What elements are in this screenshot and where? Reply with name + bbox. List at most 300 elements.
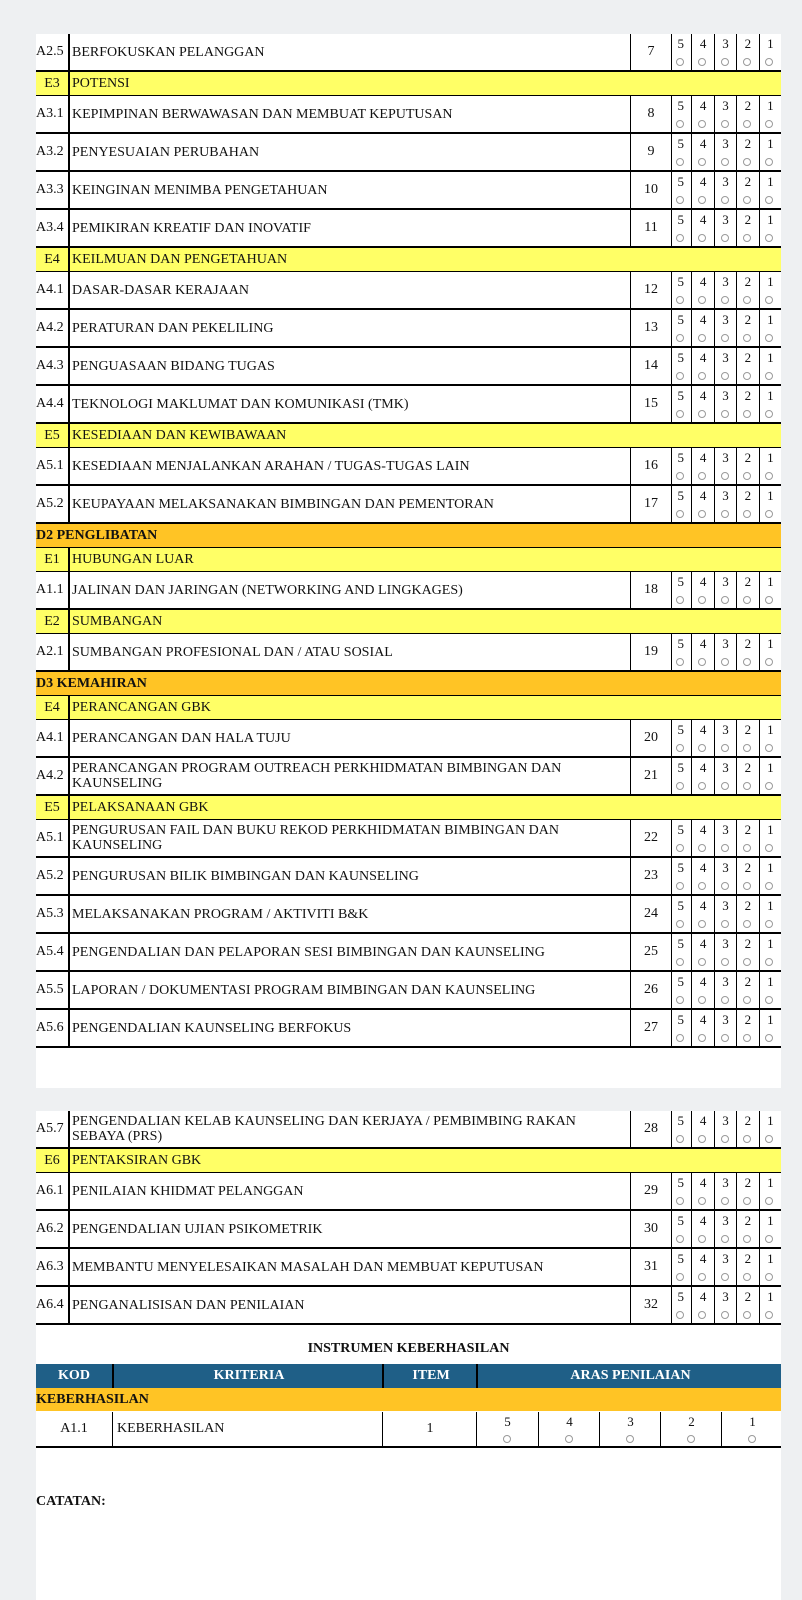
criteria-row [36,272,781,310]
rating-radio[interactable] [721,234,729,242]
rating-option [714,934,736,970]
rating-radio[interactable] [698,372,706,380]
rating-value: 1 [767,760,774,775]
rating-radio[interactable] [743,1311,751,1319]
rating-scale [670,486,781,522]
section-title: PENTAKSIRAN GBK [72,1152,202,1168]
rating-radio[interactable] [765,882,773,890]
rating-radio[interactable] [698,58,706,66]
rating-value: 4 [699,722,707,737]
criteria-label: PERANCANGAN DAN HALA TUJU [72,730,291,746]
rating-radio[interactable] [676,744,684,752]
rating-option [691,210,713,246]
item-number: 22 [630,820,672,856]
criteria-label: PENGENDALIAN KELAB KAUNSELING DAN KERJAYA / PEMBIMBING RAKAN SEBAYA (PRS) [72,1114,576,1144]
criteria-label: PEMIKIRAN KREATIF DAN INOVATIF [72,220,311,236]
rating-option [714,272,736,308]
rating-radio[interactable] [676,234,684,242]
rating-radio[interactable] [721,844,729,852]
rating-scale [670,34,781,70]
rating-radio[interactable] [698,920,706,928]
rating-option [691,386,713,422]
rating-radio[interactable] [698,882,706,890]
rating-radio[interactable] [698,958,706,966]
rating-option [736,934,758,970]
criteria-label: PENGENDALIAN KAUNSELING BERFOKUS [72,1020,352,1036]
rating-value: 3 [722,1251,729,1266]
rating-radio[interactable] [676,844,684,852]
rating-value: 2 [744,1012,752,1027]
criteria-code: A5.1 [36,820,70,856]
rating-radio[interactable] [721,1235,729,1243]
rating-radio[interactable] [765,996,773,1004]
rating-radio[interactable] [698,510,706,518]
rating-radio[interactable] [698,196,706,204]
rating-radio[interactable] [765,1135,773,1143]
rating-value: 1 [767,98,774,113]
rating-radio[interactable] [676,334,684,342]
rating-radio[interactable] [676,510,684,518]
section-code: E5 [36,424,70,447]
rating-radio[interactable] [765,234,773,242]
rating-value: 1 [767,350,774,365]
rating-option [736,34,758,70]
rating-radio[interactable] [765,334,773,342]
item-number: 28 [630,1111,672,1147]
rating-radio[interactable] [721,882,729,890]
rating-radio[interactable] [698,334,706,342]
item-number: 16 [630,448,672,484]
rating-option [736,1111,758,1147]
rating-radio[interactable] [765,1273,773,1281]
criteria-row [36,1010,781,1048]
rating-option [714,858,736,894]
rating-value: 1 [767,388,774,403]
rating-radio[interactable] [676,296,684,304]
rating-radio[interactable] [743,1034,751,1042]
k-rating-option [538,1412,600,1446]
rating-value: 4 [699,1012,707,1027]
rating-value: 2 [744,936,752,951]
criteria-label: KEUPAYAAN MELAKSANAKAN BIMBINGAN DAN PEMENTORAN [72,496,494,512]
rating-radio[interactable] [676,158,684,166]
criteria-code: A1.1 [36,572,70,608]
rating-radio[interactable] [743,996,751,1004]
rating-radio[interactable] [676,58,684,66]
rating-radio[interactable] [698,1135,706,1143]
item-number: 14 [630,348,672,384]
rating-scale [670,1010,781,1046]
rating-option [691,758,713,794]
criteria-code: A5.2 [36,858,70,894]
section-title: SUMBANGAN [72,613,163,629]
rating-option [670,34,691,70]
k-rating-option [477,1412,538,1446]
rating-radio[interactable] [721,958,729,966]
rating-option [759,34,781,70]
item-number: 15 [630,386,672,422]
rating-radio[interactable] [676,1273,684,1281]
section-title: POTENSI [72,75,130,91]
rating-value: 1 [767,136,774,151]
rating-value: 1 [767,274,774,289]
rating-value: 5 [677,98,684,113]
rating-radio[interactable] [765,596,773,604]
rating-radio[interactable] [676,1135,684,1143]
rating-radio[interactable] [698,1197,706,1205]
k-rating-radio[interactable] [565,1435,573,1443]
rating-radio[interactable] [698,234,706,242]
rating-radio[interactable] [698,1273,706,1281]
rating-value: 4 [699,1113,707,1128]
rating-value: 4 [699,1213,707,1228]
rating-radio[interactable] [676,958,684,966]
rating-value: 5 [677,1213,684,1228]
rating-radio[interactable] [721,372,729,380]
rating-scale [670,448,781,484]
rating-radio[interactable] [743,882,751,890]
rating-value: 1 [767,1175,774,1190]
rating-option [759,572,781,608]
rating-radio[interactable] [743,296,751,304]
rating-radio[interactable] [743,334,751,342]
item-number: 23 [630,858,672,894]
rating-value: 1 [767,174,774,189]
section-code: E3 [36,72,70,95]
rating-radio[interactable] [721,196,729,204]
rating-radio[interactable] [676,996,684,1004]
criteria-row [36,858,781,896]
rating-radio[interactable] [721,296,729,304]
rating-radio[interactable] [743,658,751,666]
section-code: E5 [36,796,70,819]
rating-radio[interactable] [765,1197,773,1205]
item-number: 10 [630,172,672,208]
rating-radio[interactable] [721,744,729,752]
rating-radio[interactable] [765,296,773,304]
rating-value: 1 [767,936,774,951]
criteria-row [36,572,781,610]
rating-radio[interactable] [765,58,773,66]
rating-radio[interactable] [765,920,773,928]
rating-option [736,348,758,384]
rating-value: 4 [699,450,707,465]
rating-radio[interactable] [765,658,773,666]
rating-scale [670,720,781,756]
rating-option [670,1287,691,1323]
rating-radio[interactable] [721,1034,729,1042]
section-code: E1 [36,548,70,571]
rating-radio[interactable] [765,158,773,166]
group-header [36,524,781,548]
rating-radio[interactable] [698,1235,706,1243]
rating-radio[interactable] [721,410,729,418]
rating-radio[interactable] [698,120,706,128]
rating-option [736,1173,758,1209]
rating-option [759,272,781,308]
rating-option [691,272,713,308]
criteria-code: A6.4 [36,1287,70,1323]
rating-value: 3 [722,274,729,289]
rating-radio[interactable] [698,410,706,418]
rating-radio[interactable] [743,782,751,790]
group-header [36,672,781,696]
rating-value: 5 [677,760,684,775]
form-sheet-1 [36,34,781,1088]
group-title: D2 PENGLIBATAN [36,527,158,543]
rating-value: 1 [767,36,774,51]
rating-value: 3 [722,722,729,737]
rating-value: 1 [767,1289,774,1304]
section-header [36,1149,781,1173]
rating-radio[interactable] [698,996,706,1004]
rating-radio[interactable] [721,158,729,166]
rating-radio[interactable] [743,1235,751,1243]
rating-value: 4 [699,974,707,989]
rating-value: 2 [744,898,752,913]
rating-radio[interactable] [721,782,729,790]
rating-value: 4 [699,136,707,151]
rating-radio[interactable] [765,1235,773,1243]
rating-option [714,896,736,932]
rating-option [759,820,781,856]
rating-radio[interactable] [765,372,773,380]
rating-radio[interactable] [743,1197,751,1205]
rating-option [759,1287,781,1323]
rating-radio[interactable] [765,844,773,852]
rating-radio[interactable] [721,472,729,480]
rating-value: 3 [722,388,729,403]
rating-value: 3 [722,136,729,151]
rating-radio[interactable] [676,1034,684,1042]
rating-option [736,1287,758,1323]
criteria-code: A2.1 [36,634,70,670]
rating-value: 3 [722,36,729,51]
rating-radio[interactable] [743,844,751,852]
rating-option [759,896,781,932]
rating-value: 3 [722,450,729,465]
rating-radio[interactable] [721,510,729,518]
rating-radio[interactable] [743,58,751,66]
rating-option [670,634,691,670]
rating-option [736,572,758,608]
rating-option [670,134,691,170]
rating-value: 3 [722,1113,729,1128]
rating-radio[interactable] [721,1197,729,1205]
rating-radio[interactable] [676,120,684,128]
rating-radio[interactable] [698,472,706,480]
k-rating-radio[interactable] [748,1435,756,1443]
rating-value: 1 [767,860,774,875]
rating-option [670,896,691,932]
rating-radio[interactable] [743,372,751,380]
rating-radio[interactable] [698,158,706,166]
criteria-label: PENYESUAIAN PERUBAHAN [72,144,260,160]
rating-scale [670,272,781,308]
rating-value: 5 [677,488,684,503]
rating-radio[interactable] [743,120,751,128]
rating-option [759,1010,781,1046]
rating-value: 5 [677,1175,684,1190]
rating-radio[interactable] [676,920,684,928]
rating-option [759,1111,781,1147]
rating-radio[interactable] [676,596,684,604]
criteria-label: KEINGINAN MENIMBA PENGETAHUAN [72,182,328,198]
rating-option [736,858,758,894]
rating-radio[interactable] [698,1311,706,1319]
rating-value: 2 [744,274,752,289]
rating-radio[interactable] [765,782,773,790]
rating-radio[interactable] [743,596,751,604]
rating-radio[interactable] [721,1311,729,1319]
rating-value: 4 [699,98,707,113]
rating-option [714,1249,736,1285]
rating-option [691,1211,713,1247]
rating-value: 2 [744,1289,752,1304]
rating-radio[interactable] [698,782,706,790]
rating-radio[interactable] [743,920,751,928]
item-number: 18 [630,572,672,608]
rating-radio[interactable] [743,510,751,518]
rating-radio[interactable] [698,658,706,666]
rating-radio[interactable] [765,744,773,752]
rating-radio[interactable] [765,472,773,480]
rating-radio[interactable] [721,596,729,604]
rating-option [691,1249,713,1285]
criteria-code: A2.5 [36,34,70,70]
rating-option [714,486,736,522]
section-code: E2 [36,610,70,633]
rating-radio[interactable] [721,658,729,666]
criteria-row [36,486,781,524]
item-number: 27 [630,1010,672,1046]
rating-radio[interactable] [721,920,729,928]
rating-option [691,1173,713,1209]
rating-radio[interactable] [676,782,684,790]
criteria-label: PENGENDALIAN UJIAN PSIKOMETRIK [72,1221,323,1237]
rating-scale [670,934,781,970]
rating-scale [670,1111,781,1147]
criteria-row [36,172,781,210]
rating-radio[interactable] [765,196,773,204]
rating-value: 2 [744,98,752,113]
rating-radio[interactable] [743,472,751,480]
rating-scale [670,386,781,422]
rating-option [714,348,736,384]
rating-radio[interactable] [765,958,773,966]
rating-option [736,758,758,794]
rating-radio[interactable] [676,1311,684,1319]
rating-radio[interactable] [721,120,729,128]
rating-radio[interactable] [765,510,773,518]
criteria-label: PENGUASAAN BIDANG TUGAS [72,358,275,374]
rating-radio[interactable] [676,1235,684,1243]
section-header [36,248,781,272]
k-rating-radio[interactable] [626,1435,634,1443]
rating-option [714,758,736,794]
rating-value: 2 [744,860,752,875]
rating-radio[interactable] [743,234,751,242]
rating-radio[interactable] [765,410,773,418]
rating-option [691,1111,713,1147]
group-title: D3 KEMAHIRAN [36,675,147,691]
rating-option [714,572,736,608]
rating-radio[interactable] [698,1034,706,1042]
rating-option [759,172,781,208]
rating-option [714,210,736,246]
k-rating-radio[interactable] [503,1435,511,1443]
rating-radio[interactable] [721,1273,729,1281]
criteria-code: A5.1 [36,448,70,484]
criteria-label: TEKNOLOGI MAKLUMAT DAN KOMUNIKASI (TMK) [72,396,409,412]
rating-radio[interactable] [721,58,729,66]
rating-radio[interactable] [676,196,684,204]
rating-value: 5 [677,388,684,403]
rating-radio[interactable] [743,196,751,204]
rating-scale [670,1287,781,1323]
rating-radio[interactable] [676,1197,684,1205]
rating-radio[interactable] [676,410,684,418]
rating-value: 4 [699,936,707,951]
rating-value: 3 [722,312,729,327]
rating-radio[interactable] [743,158,751,166]
rating-value: 3 [722,822,729,837]
rating-radio[interactable] [721,1135,729,1143]
rating-radio[interactable] [698,296,706,304]
criteria-code: A5.5 [36,972,70,1008]
k-rating-radio[interactable] [687,1435,695,1443]
rating-value: 4 [699,574,707,589]
rating-radio[interactable] [698,596,706,604]
rating-option [759,486,781,522]
criteria-code: A4.2 [36,758,70,794]
rating-value: 5 [677,36,684,51]
rating-radio[interactable] [721,334,729,342]
criteria-label: PENGANALISISAN DAN PENILAIAN [72,1297,305,1313]
rating-value: 4 [699,898,707,913]
rating-radio[interactable] [765,1311,773,1319]
rating-value: 3 [722,212,729,227]
rating-radio[interactable] [698,744,706,752]
rating-radio[interactable] [676,882,684,890]
rating-radio[interactable] [765,120,773,128]
rating-scale [670,310,781,346]
item-number: 7 [630,34,672,70]
rating-value: 1 [767,212,774,227]
rating-radio[interactable] [743,410,751,418]
rating-radio[interactable] [698,844,706,852]
rating-radio[interactable] [743,1135,751,1143]
section-header [36,72,781,96]
rating-radio[interactable] [676,658,684,666]
criteria-label: DASAR-DASAR KERAJAAN [72,282,249,298]
rating-radio[interactable] [721,996,729,1004]
item-number: 26 [630,972,672,1008]
rating-scale [670,758,781,794]
rating-option [736,634,758,670]
criteria-code: A4.2 [36,310,70,346]
rating-radio[interactable] [765,1034,773,1042]
rating-radio[interactable] [676,472,684,480]
rating-option [670,1249,691,1285]
rating-radio[interactable] [743,1273,751,1281]
rating-scale [670,172,781,208]
rating-radio[interactable] [676,372,684,380]
rating-radio[interactable] [743,958,751,966]
item-number: 32 [630,1287,672,1323]
rating-option [714,720,736,756]
rating-radio[interactable] [743,744,751,752]
